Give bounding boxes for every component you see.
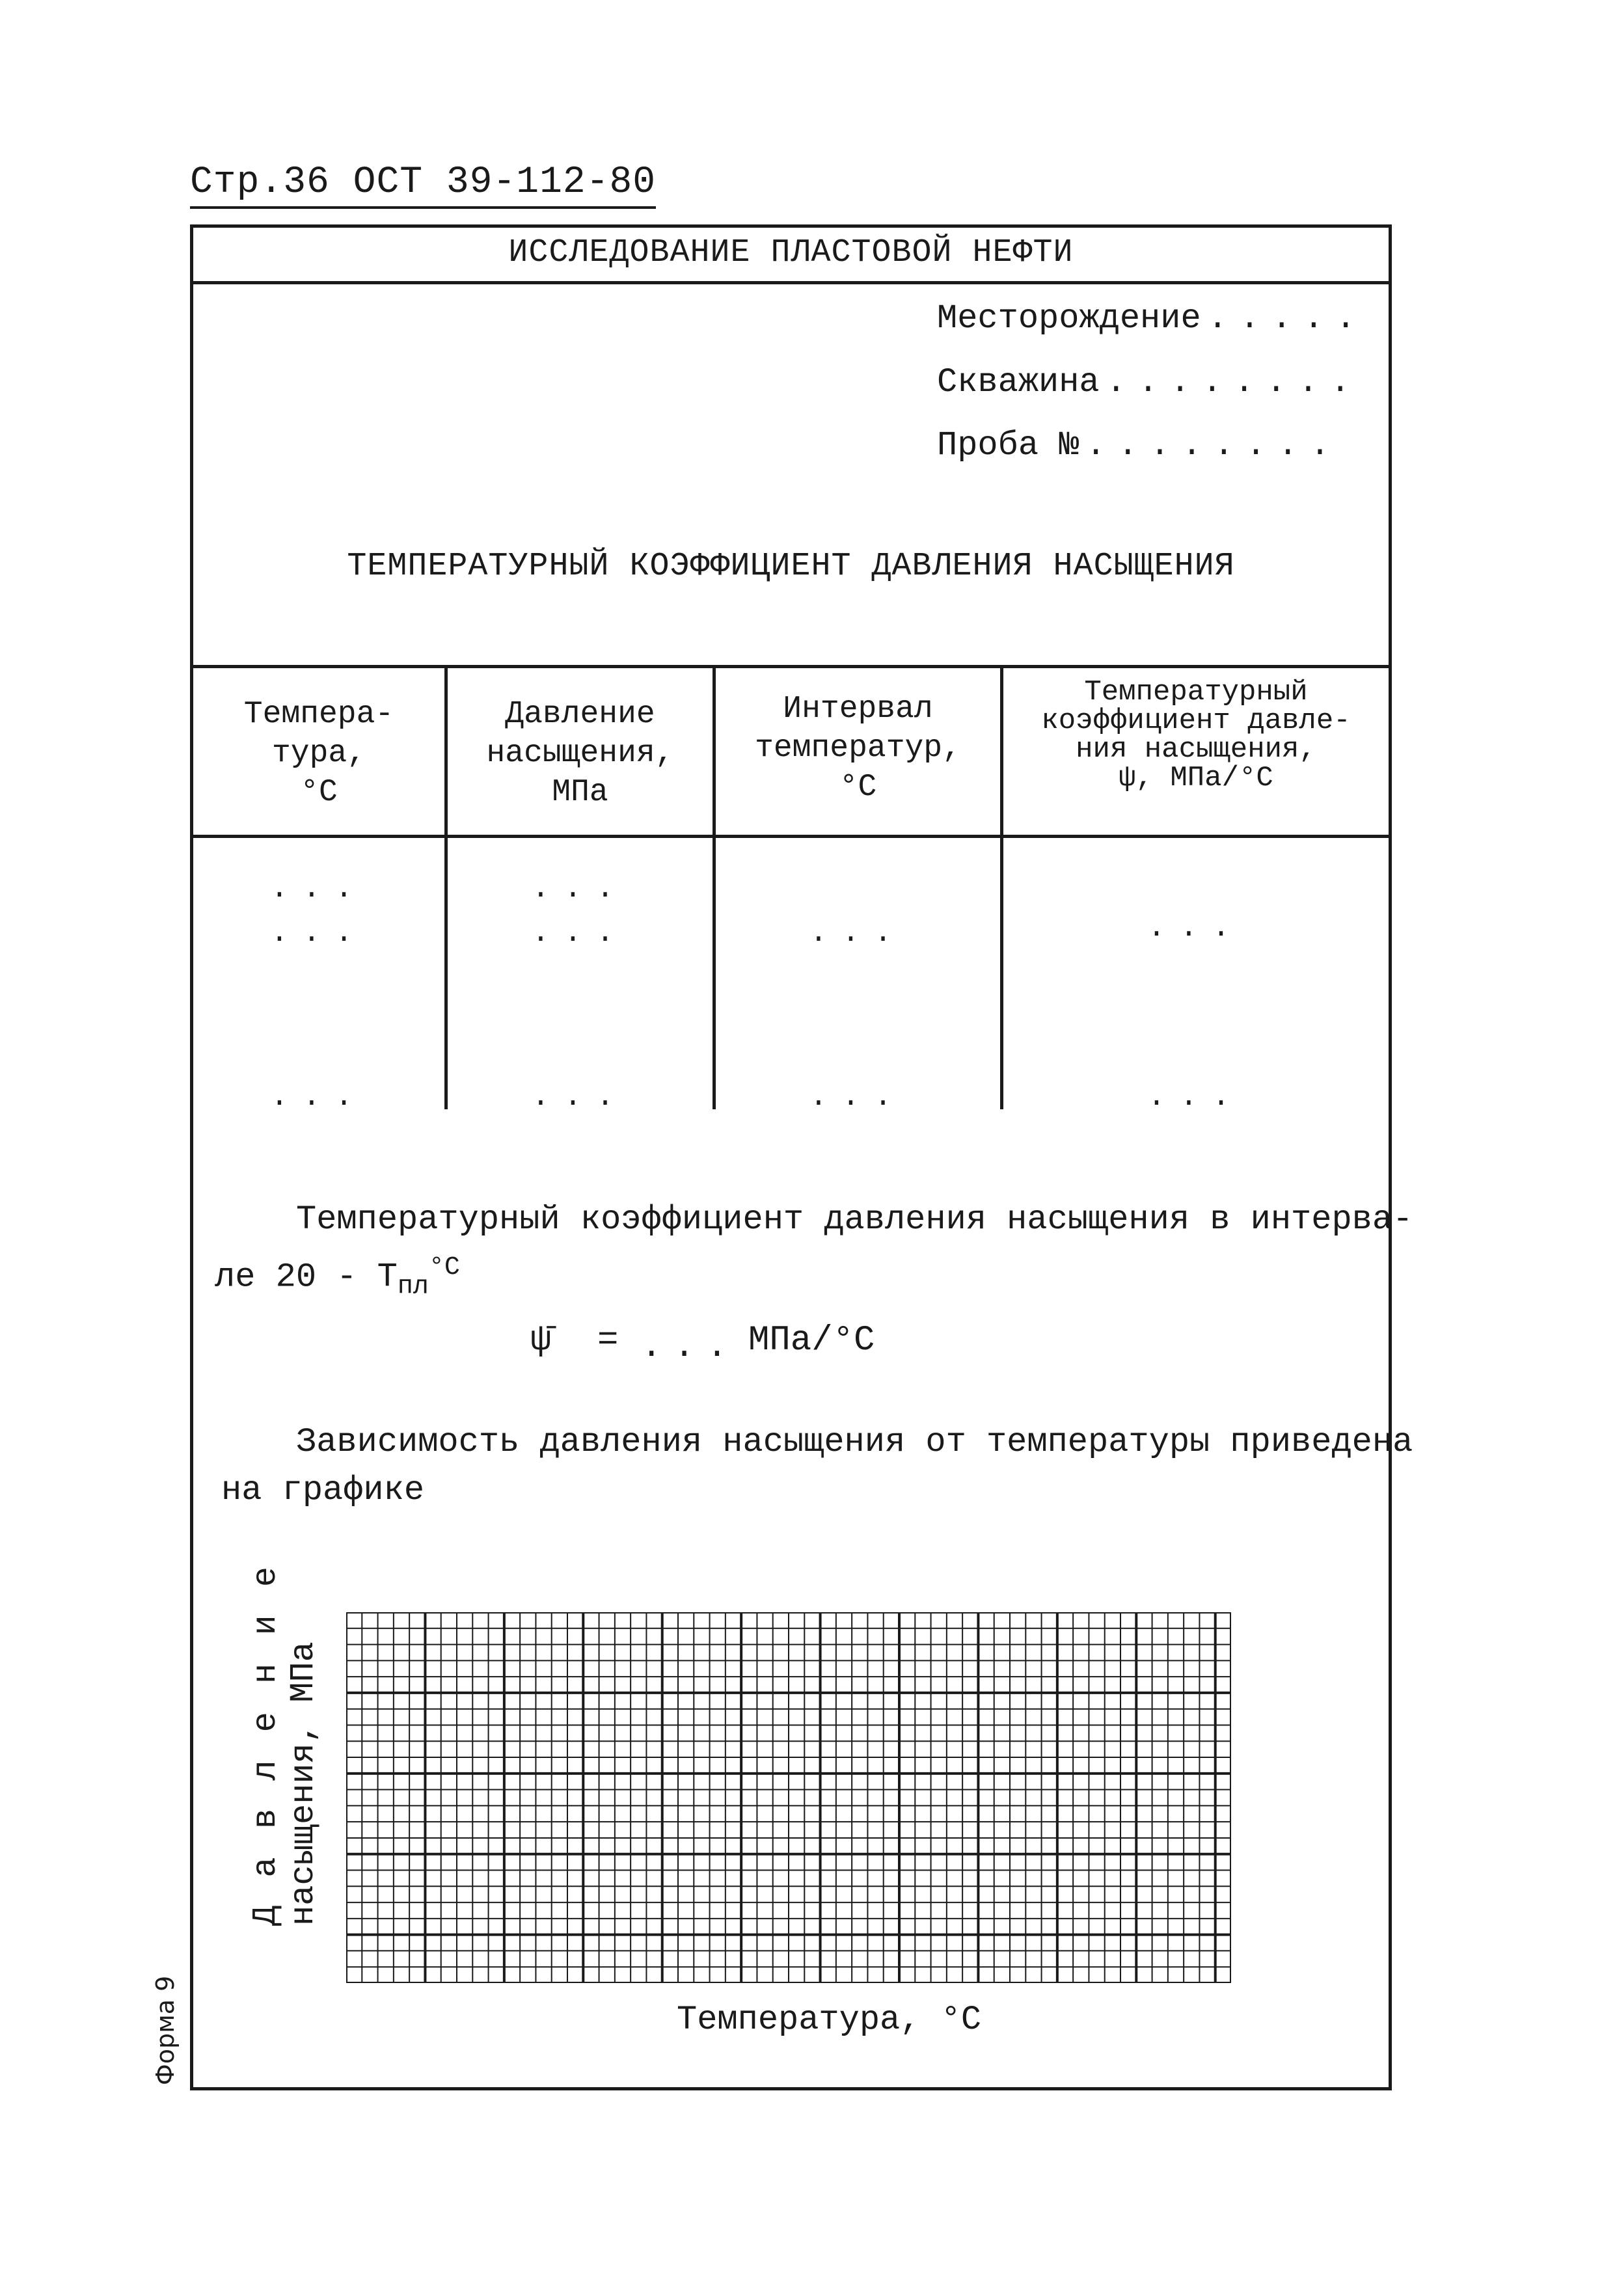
y-axis-label-line2: насыщения, МПа (284, 1641, 323, 1926)
cell-coefficient-row2: ... (1147, 911, 1245, 945)
field-deposit-label: Месторождение (937, 299, 1201, 338)
field-sample[interactable] (937, 426, 1342, 465)
column-header-saturation-pressure: Давление насыщения, МПа (486, 697, 674, 810)
cell-temp-row1: ... (270, 872, 368, 906)
paragraph-coefficient-line2 (215, 1244, 460, 1312)
field-sample-dots: ........ (1085, 426, 1342, 465)
paragraph-coefficient-line1: Температурный коэффициент давления насыщения в интерва- (296, 1200, 1413, 1239)
page-reference: Стр.36 ОСТ 39-112-80 (190, 161, 656, 209)
cell-coefficient-row3: ... (1147, 1080, 1245, 1114)
y-axis-label-line1: Д а в л е н и е (247, 1562, 285, 1926)
form-number-label: Форма 9 (151, 1975, 180, 2085)
paragraph-coefficient-prefix: ле 20 - Т (215, 1258, 398, 1297)
table-top-border (193, 665, 1389, 668)
field-well-label: Скважина (937, 363, 1100, 401)
x-axis-label: Температура, °C (677, 2001, 982, 2039)
paragraph-dependence-line1: Зависимость давления насыщения от температуры приведена (296, 1423, 1413, 1461)
formula-psi-symbol: ψ̄ (530, 1321, 552, 1360)
field-well[interactable] (937, 363, 1362, 401)
field-sample-label: Проба № (937, 426, 1079, 465)
field-deposit-dots: ..... (1207, 299, 1368, 338)
cell-pressure-row2: ... (532, 916, 629, 950)
cell-pressure-row3: ... (532, 1080, 629, 1114)
formula-equals: = (597, 1321, 619, 1360)
cell-temp-row2: ... (270, 916, 368, 950)
column-header-temperature-interval: Интервал температур, °C (755, 692, 961, 805)
section-title: ИССЛЕДОВАНИЕ ПЛАСТОВОЙ НЕФТИ (193, 224, 1389, 284)
document-title: ТЕМПЕРАТУРНЫЙ КОЭФФИЦИЕНТ ДАВЛЕНИЯ НАСЫЩЕНИЯ (347, 548, 1235, 585)
column-header-temperature: Темпера- тура, °C (243, 697, 394, 810)
paragraph-coefficient-subscript: пл (397, 1272, 429, 1302)
grid-lines (346, 1612, 1231, 1983)
formula-value-dots: ... (641, 1327, 740, 1367)
field-well-dots: ........ (1106, 363, 1363, 401)
paragraph-dependence-line2: на графике (221, 1471, 425, 1509)
cell-pressure-row1: ... (532, 872, 629, 906)
table-header-border (193, 835, 1389, 838)
cell-temp-row3: ... (270, 1080, 368, 1114)
column-header-temperature-coefficient: Температурный коэффициент давле- ния насыщения, ψ, МПа/°C (1041, 676, 1351, 794)
field-deposit[interactable] (937, 299, 1368, 338)
graph-paper-grid (346, 1612, 1231, 1983)
y-axis-label (247, 1562, 323, 1926)
cell-interval-row2: ... (809, 916, 906, 950)
cell-interval-row3: ... (809, 1080, 906, 1114)
paragraph-coefficient-unit: °C (428, 1253, 460, 1282)
formula-unit: МПа/°C (748, 1321, 875, 1360)
